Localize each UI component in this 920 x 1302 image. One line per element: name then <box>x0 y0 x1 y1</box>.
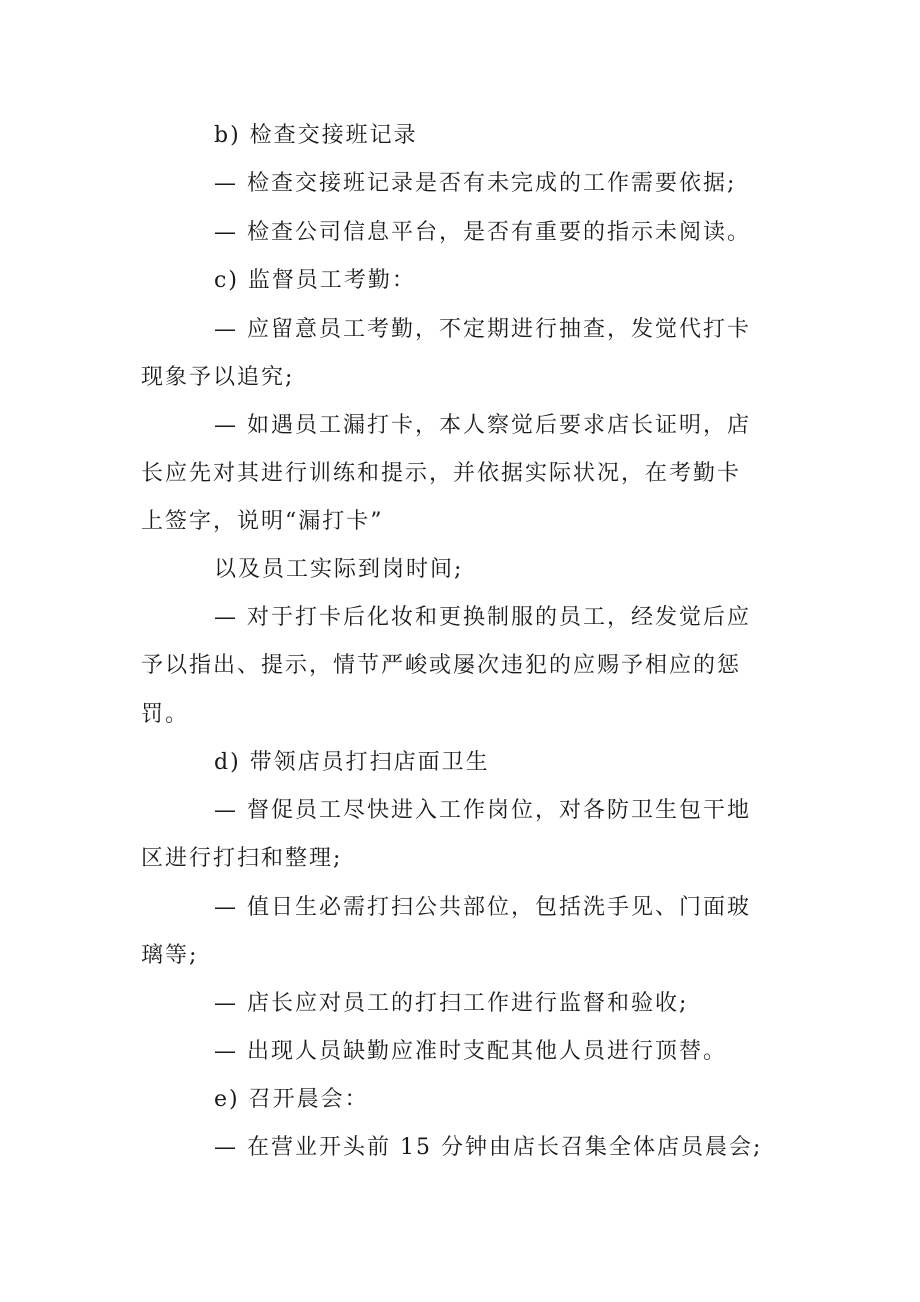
item-d-heading: d) 带领店员打扫店面卫生 <box>214 750 490 775</box>
bullet-line: — 出现人员缺勤应准时支配其他人员进行顶替。 <box>214 1039 727 1064</box>
continuation-line: 予以指出、提示，情节严峻或屡次违犯的应赐予相应的惩 <box>141 653 742 678</box>
continuation-line: 以及员工实际到岗时间; <box>214 557 464 582</box>
item-c-heading: c) 监督员工考勤： <box>214 268 416 293</box>
bullet-line: — 应留意员工考勤，不定期进行抽查，发觉代打卡 <box>214 317 751 342</box>
continuation-line: 璃等; <box>141 943 199 968</box>
continuation-line: 区进行打扫和整理; <box>141 846 343 871</box>
continuation-line: 罚。 <box>141 702 190 727</box>
continuation-line: 长应先对其进行训练和提示，并依据实际状况，在考勤卡 <box>141 461 742 486</box>
bullet-line: — 检查公司信息平台，是否有重要的指示未阅读。 <box>214 220 751 245</box>
bullet-line: — 店长应对员工的打扫工作进行监督和验收; <box>214 991 689 1016</box>
bullet-line: — 如遇员工漏打卡，本人察觉后要求店长证明，店 <box>214 413 751 438</box>
item-e-heading: e) 召开晨会： <box>214 1087 369 1112</box>
item-b-heading: b) 检查交接班记录 <box>214 123 418 148</box>
bullet-line: — 检查交接班记录是否有未完成的工作需要依据; <box>214 171 737 196</box>
bullet-line: — 督促员工尽快进入工作岗位，对各防卫生包干地 <box>214 798 751 823</box>
bullet-line: — 对于打卡后化妆和更换制服的员工，经发觉后应 <box>214 605 751 630</box>
bullet-line: — 值日生必需打扫公共部位，包括洗手见、门面玻 <box>214 895 751 920</box>
continuation-line: 上签字，说明“漏打卡” <box>141 509 384 534</box>
bullet-line: — 在营业开头前 15 分钟由店长召集全体店员晨会; <box>214 1135 763 1160</box>
continuation-line: 现象予以追究; <box>141 365 295 390</box>
